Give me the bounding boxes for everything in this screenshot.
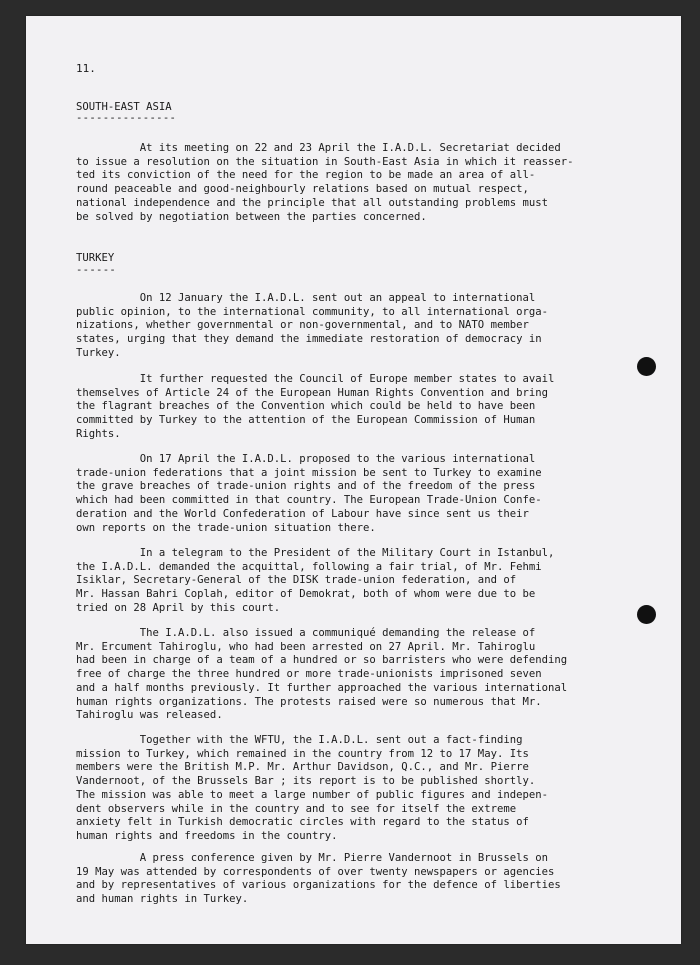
paragraph: The I.A.D.L. also issued a communiqué demanding the release of Mr. Ercument Tahiroglu, who had been arrested on 27 April. Mr. Tahiroglu had been in charge of a team of a hundred or so barristers who were defending free of charge the three hundred or more trade-unionists imprisoned seven and a half months previously. It further approached the various international human rights organizations. The protests raised were so numerous that Mr. Tahiroglu was released. <box>76 627 568 722</box>
paragraph: At its meeting on 22 and 23 April the I.A.D.L. Secretariat decided to issue a resolution on the situation in South-East Asia in which it reasser- ted its conviction of the need for the region to be made an area of all- round peaceable and good-neighbourly relations based on mutual respect, national independence and the principle that all outstanding problems must be solved by negotiation between the parties concerned. <box>76 142 574 223</box>
page-number: 11. <box>76 62 96 75</box>
heading-rule: ------ <box>76 264 117 276</box>
paragraph: On 12 January the I.A.D.L. sent out an appeal to international public opinion, to the international community, to all international orga- nizations, whether governmental or non-governmental, and to NATO member states, urging that they demand the immediate restoration of democracy in Turkey. <box>76 292 548 359</box>
section-heading-turkey: TURKEY <box>76 252 115 264</box>
paragraph: In a telegram to the President of the Military Court in Istanbul, the I.A.D.L. demanded the acquittal, following a fair trial, of Mr. Fehmi Isiklar, Secretary-General of the DISK trade-union federation, and of Mr. Hassan Bahri Coplah, editor of Demokrat, both of whom were due to be tried on 28 April by this court. <box>76 547 555 614</box>
paragraph: On 17 April the I.A.D.L. proposed to the various international trade-union federations that a joint mission be sent to Turkey to examine the grave breaches of trade-union rights and of the freedom of the press which had been committed in that country. The European Trade-Union Confe- deration and the World Confederation of Labour have since sent us their own reports on the trade-union situation there. <box>76 453 542 534</box>
paragraph: Together with the WFTU, the I.A.D.L. sent out a fact-finding mission to Turkey, which remained in the country from 12 to 17 May. Its members were the British M.P. Mr. Arthur Davidson, Q.C., and Mr. Pierre Vandernoot, of the Brussels Bar ; its report is to be published shortly. The mission was able to meet a large number of public figures and indepen- dent observers while in the country and to see for itself the extreme anxiety felt in Turkish democratic circles with regard to the status of human rights and freedoms in the country. <box>76 734 548 842</box>
paragraph: It further requested the Council of Europe member states to avail themselves of Article 24 of the European Human Rights Convention and bring the flagrant breaches of the Convention which could be held to have been committed by Turkey to the attention of the European Commission of Human Rights. <box>76 373 555 440</box>
paragraph: A press conference given by Mr. Pierre Vandernoot in Brussels on 19 May was attended by correspondents of over twenty newspapers or agencies and by representatives of various organizations for the defence of liberties and human rights in Turkey. <box>76 852 561 906</box>
punch-hole <box>637 605 656 624</box>
heading-rule: --------------- <box>76 112 177 124</box>
section-heading-south-east-asia: SOUTH-EAST ASIA <box>76 101 172 113</box>
document-page <box>26 16 681 944</box>
punch-hole <box>637 357 656 376</box>
